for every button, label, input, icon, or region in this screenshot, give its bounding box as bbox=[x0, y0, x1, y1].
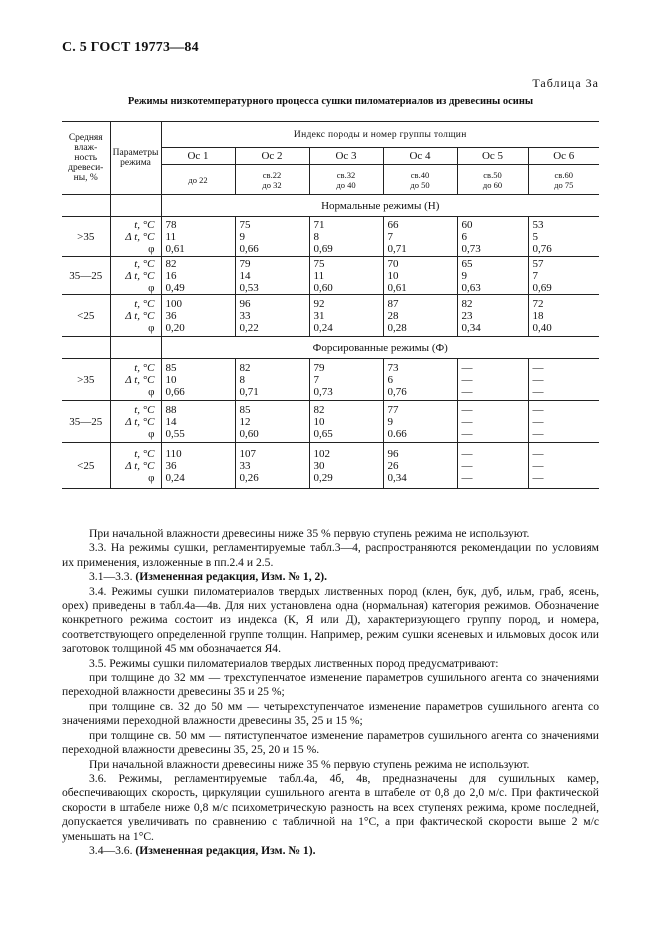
table-row bbox=[62, 257, 599, 295]
paragraph: При начальной влажности древесины ниже 35 % первую ступень режима не используют. bbox=[89, 527, 530, 540]
value-cell: 70 10 0,61 bbox=[383, 257, 457, 295]
paragraph: 3.3. На режимы сушки, регламентируемые табл.3—4, распространяются рекомендации по условиям их применения, изложенные в пп.2.4 и 2.5. bbox=[62, 541, 599, 569]
thickness-range: св.22 до 32 bbox=[235, 165, 309, 195]
value-cell: 107 33 0,26 bbox=[235, 443, 309, 489]
paragraph: 3.1—3.3. (Измененная редакция, Изм. № 1, 2). bbox=[89, 570, 328, 584]
value-cell: 72 18 0,40 bbox=[528, 295, 599, 337]
paragraph: 3.6. Режимы, регламентируемые табл.4а, 4б, 4в, предназначены для сушильных камер, обеспечивающих скорость, циркуляции сушильного агента в штабеле от 0,8 до 2,0 м/с. При фактической скорости в штабеле ниже 0,8 м/с психометрическую разность на всех ступенях режима, кроме последней, допускается увеличивать по сравнению с табличной на 1°С, а при фактической скорости выше 2 м/с уменьшать на 1°С. bbox=[62, 771, 599, 843]
value-cell: 60 6 0,73 bbox=[457, 217, 528, 257]
table-number: Таблица 3а bbox=[532, 76, 599, 90]
value-cell: — — — bbox=[457, 443, 528, 489]
value-cell: 53 5 0,76 bbox=[528, 217, 599, 257]
param-labels: t, °C Δ t, °C φ bbox=[110, 217, 161, 257]
value-cell: — — — bbox=[457, 359, 528, 401]
column-header: Ос 5 bbox=[457, 148, 528, 165]
paragraph: при толщине св. 50 мм — пятиступенчатое изменение параметров сушильного агента со значениями переходной влажности древесины 35, 25, 20 и 15 %. bbox=[62, 728, 599, 757]
column-header: Ос 2 bbox=[235, 148, 309, 165]
paragraph: 3.5. Режимы сушки пиломатериалов твердых лиственных пород предусматривают: bbox=[89, 656, 499, 670]
page-header: С. 5 ГОСТ 19773—84 bbox=[62, 40, 199, 55]
value-cell: 82 16 0,49 bbox=[161, 257, 235, 295]
value-cell: 79 14 0,53 bbox=[235, 257, 309, 295]
table-row bbox=[62, 217, 599, 257]
drying-modes-table bbox=[62, 121, 599, 489]
thickness-range: св.60 до 75 bbox=[528, 165, 599, 195]
param-labels: t, °C Δ t, °C φ bbox=[110, 295, 161, 337]
body-text bbox=[62, 527, 599, 858]
value-cell: 82 10 0,65 bbox=[309, 401, 383, 443]
value-cell: 78 11 0,61 bbox=[161, 217, 235, 257]
thickness-range: св.40 до 50 bbox=[383, 165, 457, 195]
moisture-range: <25 bbox=[62, 295, 110, 337]
param-labels: t, °C Δ t, °C φ bbox=[110, 443, 161, 489]
moisture-range: 35—25 bbox=[62, 257, 110, 295]
value-cell: 65 9 0,63 bbox=[457, 257, 528, 295]
moisture-range: >35 bbox=[62, 217, 110, 257]
table-row bbox=[62, 359, 599, 401]
moisture-range: 35—25 bbox=[62, 401, 110, 443]
paragraph: При начальной влажности древесины ниже 35 % первую ступень режима не используют. bbox=[89, 757, 530, 771]
column-header: Ос 4 bbox=[383, 148, 457, 165]
value-cell: 57 7 0,69 bbox=[528, 257, 599, 295]
param-labels: t, °C Δ t, °C φ bbox=[110, 257, 161, 295]
moisture-range: <25 bbox=[62, 443, 110, 489]
table-title: Режимы низкотемпературного процесса сушки пиломатериалов из древесины осины bbox=[127, 96, 534, 107]
table-row bbox=[62, 401, 599, 443]
paragraph: при толщине св. 32 до 50 мм — четырехступенчатое изменение параметров сушильного агента со значениями переходной влажности древесины 35, 25 и 15 %; bbox=[62, 699, 599, 728]
section-title: Нормальные режимы (Н) bbox=[161, 195, 599, 217]
value-cell: 82 8 0,71 bbox=[235, 359, 309, 401]
value-cell: 96 33 0,22 bbox=[235, 295, 309, 337]
column-header: Ос 6 bbox=[528, 148, 599, 165]
paragraph: 3.4. Режимы сушки пиломатериалов твердых лиственных пород (клен, бук, дуб, ильм, граб, ясень, орех) приведены в табл.4а—4в. Для них установлена одна (нормальная) категория режимов. Обозначение конкретного режима состоит из индекса (К, Я или Д), характеризующего группу пород, и номера, соответствующего определенной группе толщин. Например, режим сушки ясеневых и ильмовых досок или заготовок толщиной 45 мм обозначается Я4. bbox=[62, 584, 599, 656]
value-cell: 75 11 0,60 bbox=[309, 257, 383, 295]
value-cell: — — — bbox=[528, 359, 599, 401]
column-header: Ос 1 bbox=[161, 148, 235, 165]
column-header: Ос 3 bbox=[309, 148, 383, 165]
value-cell: 79 7 0,73 bbox=[309, 359, 383, 401]
head-params: Параметры режима bbox=[110, 122, 161, 195]
thickness-range: до 22 bbox=[161, 165, 235, 195]
value-cell: 102 30 0,29 bbox=[309, 443, 383, 489]
value-cell: — — — bbox=[528, 443, 599, 489]
thickness-range: св.50 до 60 bbox=[457, 165, 528, 195]
value-cell: — — — bbox=[457, 401, 528, 443]
value-cell: 110 36 0,24 bbox=[161, 443, 235, 489]
head-moisture: Средняя влаж- ность древеси- ны, % bbox=[62, 122, 110, 195]
table-row bbox=[62, 443, 599, 489]
paragraph: 3.4—3.6. (Измененная редакция, Изм. № 1). bbox=[89, 843, 316, 857]
value-cell: 87 28 0,28 bbox=[383, 295, 457, 337]
value-cell: — — — bbox=[528, 401, 599, 443]
value-cell: 71 8 0,69 bbox=[309, 217, 383, 257]
value-cell: 96 26 0,34 bbox=[383, 443, 457, 489]
value-cell: 73 6 0,76 bbox=[383, 359, 457, 401]
param-labels: t, °C Δ t, °C φ bbox=[110, 401, 161, 443]
head-index: Индекс породы и номер группы толщин bbox=[161, 122, 599, 148]
param-labels: t, °C Δ t, °C φ bbox=[110, 359, 161, 401]
paragraph: при толщине до 32 мм — трехступенчатое изменение параметров сушильного агента со значениями переходной влажности древесины 35 и 25 %; bbox=[62, 671, 599, 699]
value-cell: 92 31 0,24 bbox=[309, 295, 383, 337]
moisture-range: >35 bbox=[62, 359, 110, 401]
value-cell: 85 12 0,60 bbox=[235, 401, 309, 443]
value-cell: 88 14 0,55 bbox=[161, 401, 235, 443]
section-title: Форсированные режимы (Ф) bbox=[161, 337, 599, 359]
thickness-range: св.32 до 40 bbox=[309, 165, 383, 195]
value-cell: 100 36 0,20 bbox=[161, 295, 235, 337]
value-cell: 75 9 0,66 bbox=[235, 217, 309, 257]
value-cell: 77 9 0.66 bbox=[383, 401, 457, 443]
value-cell: 82 23 0,34 bbox=[457, 295, 528, 337]
value-cell: 66 7 0,71 bbox=[383, 217, 457, 257]
value-cell: 85 10 0,66 bbox=[161, 359, 235, 401]
table-row bbox=[62, 295, 599, 337]
